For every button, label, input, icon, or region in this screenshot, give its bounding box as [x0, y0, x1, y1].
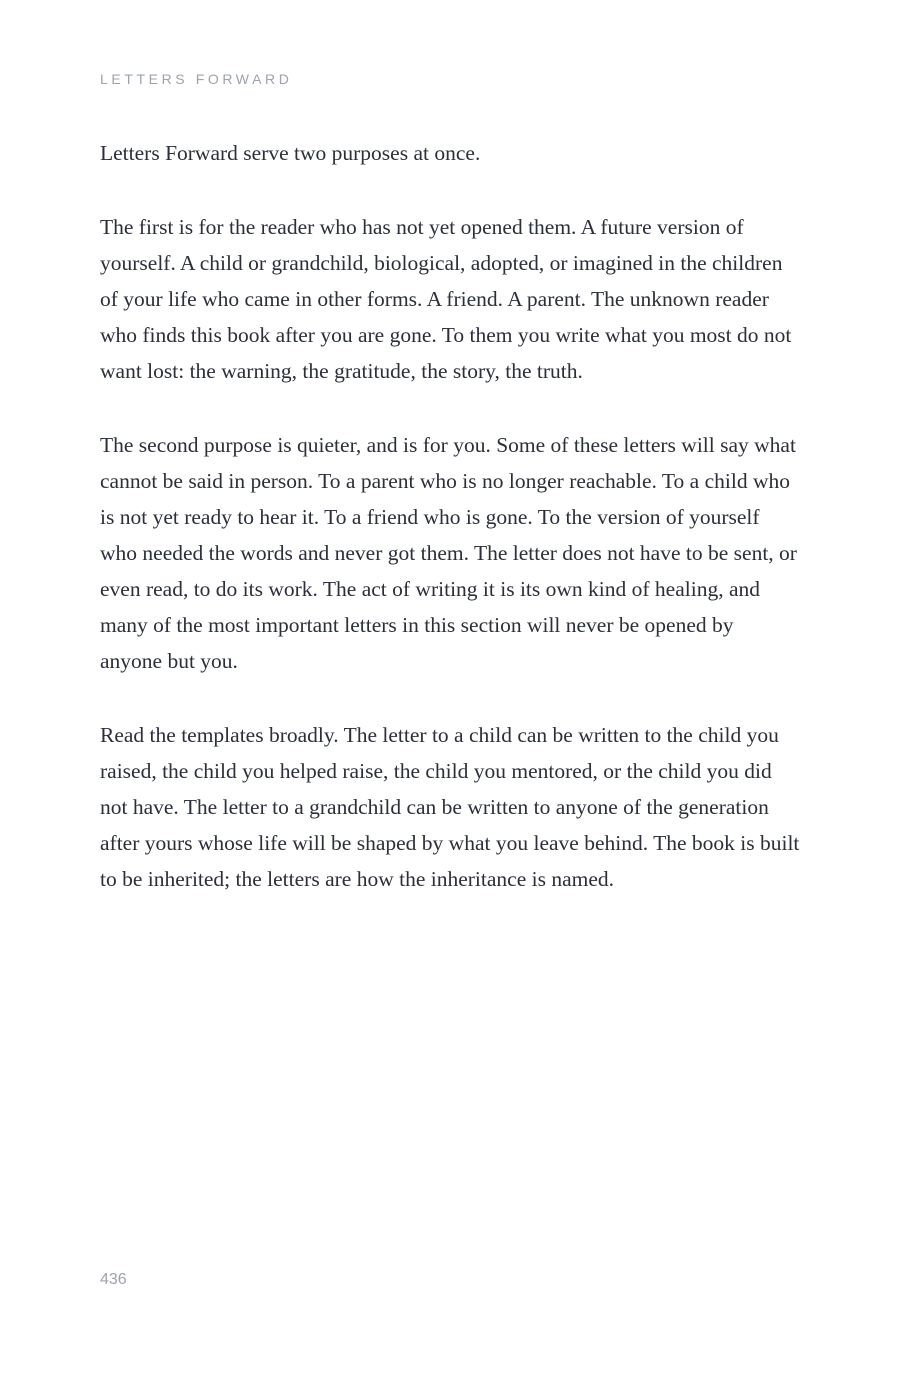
- body-text: [100, 135, 800, 935]
- paragraph-second-purpose: The second purpose is quieter, and is for you. Some of these letters will say what cannot be said in person. To a parent who is no longer reachable. To a child who is not yet ready to hear it. To a friend who is gone. To the version of yourself who needed the words and never got them. The letter does not have to be sent, or even read, to do its work. The act of writing it is its own kind of healing, and many of the most important letters in this section will never be opened by anyone but you.: [100, 433, 797, 673]
- paragraph-read-templates: Read the templates broadly. The letter to a child can be written to the child you raised, the child you helped raise, the child you mentored, or the child you did not have. The letter to a grandchild can be written to anyone of the generation after yours whose life will be shaped by what you leave behind. The book is built to be inherited; the letters are how the inheritance is named.: [100, 723, 800, 891]
- running-header: LETTERS FORWARD: [100, 71, 293, 87]
- paragraph-intro: Letters Forward serve two purposes at once.: [100, 141, 481, 165]
- page-number: 436: [100, 1271, 127, 1288]
- paragraph-first-purpose: The first is for the reader who has not yet opened them. A future version of yourself. A child or grandchild, biological, adopted, or imagined in the children of your life who came in other forms. A friend. A parent. The unknown reader who finds this book after you are gone. To them you write what you most do not want lost: the warning, the gratitude, the story, the truth.: [100, 215, 792, 383]
